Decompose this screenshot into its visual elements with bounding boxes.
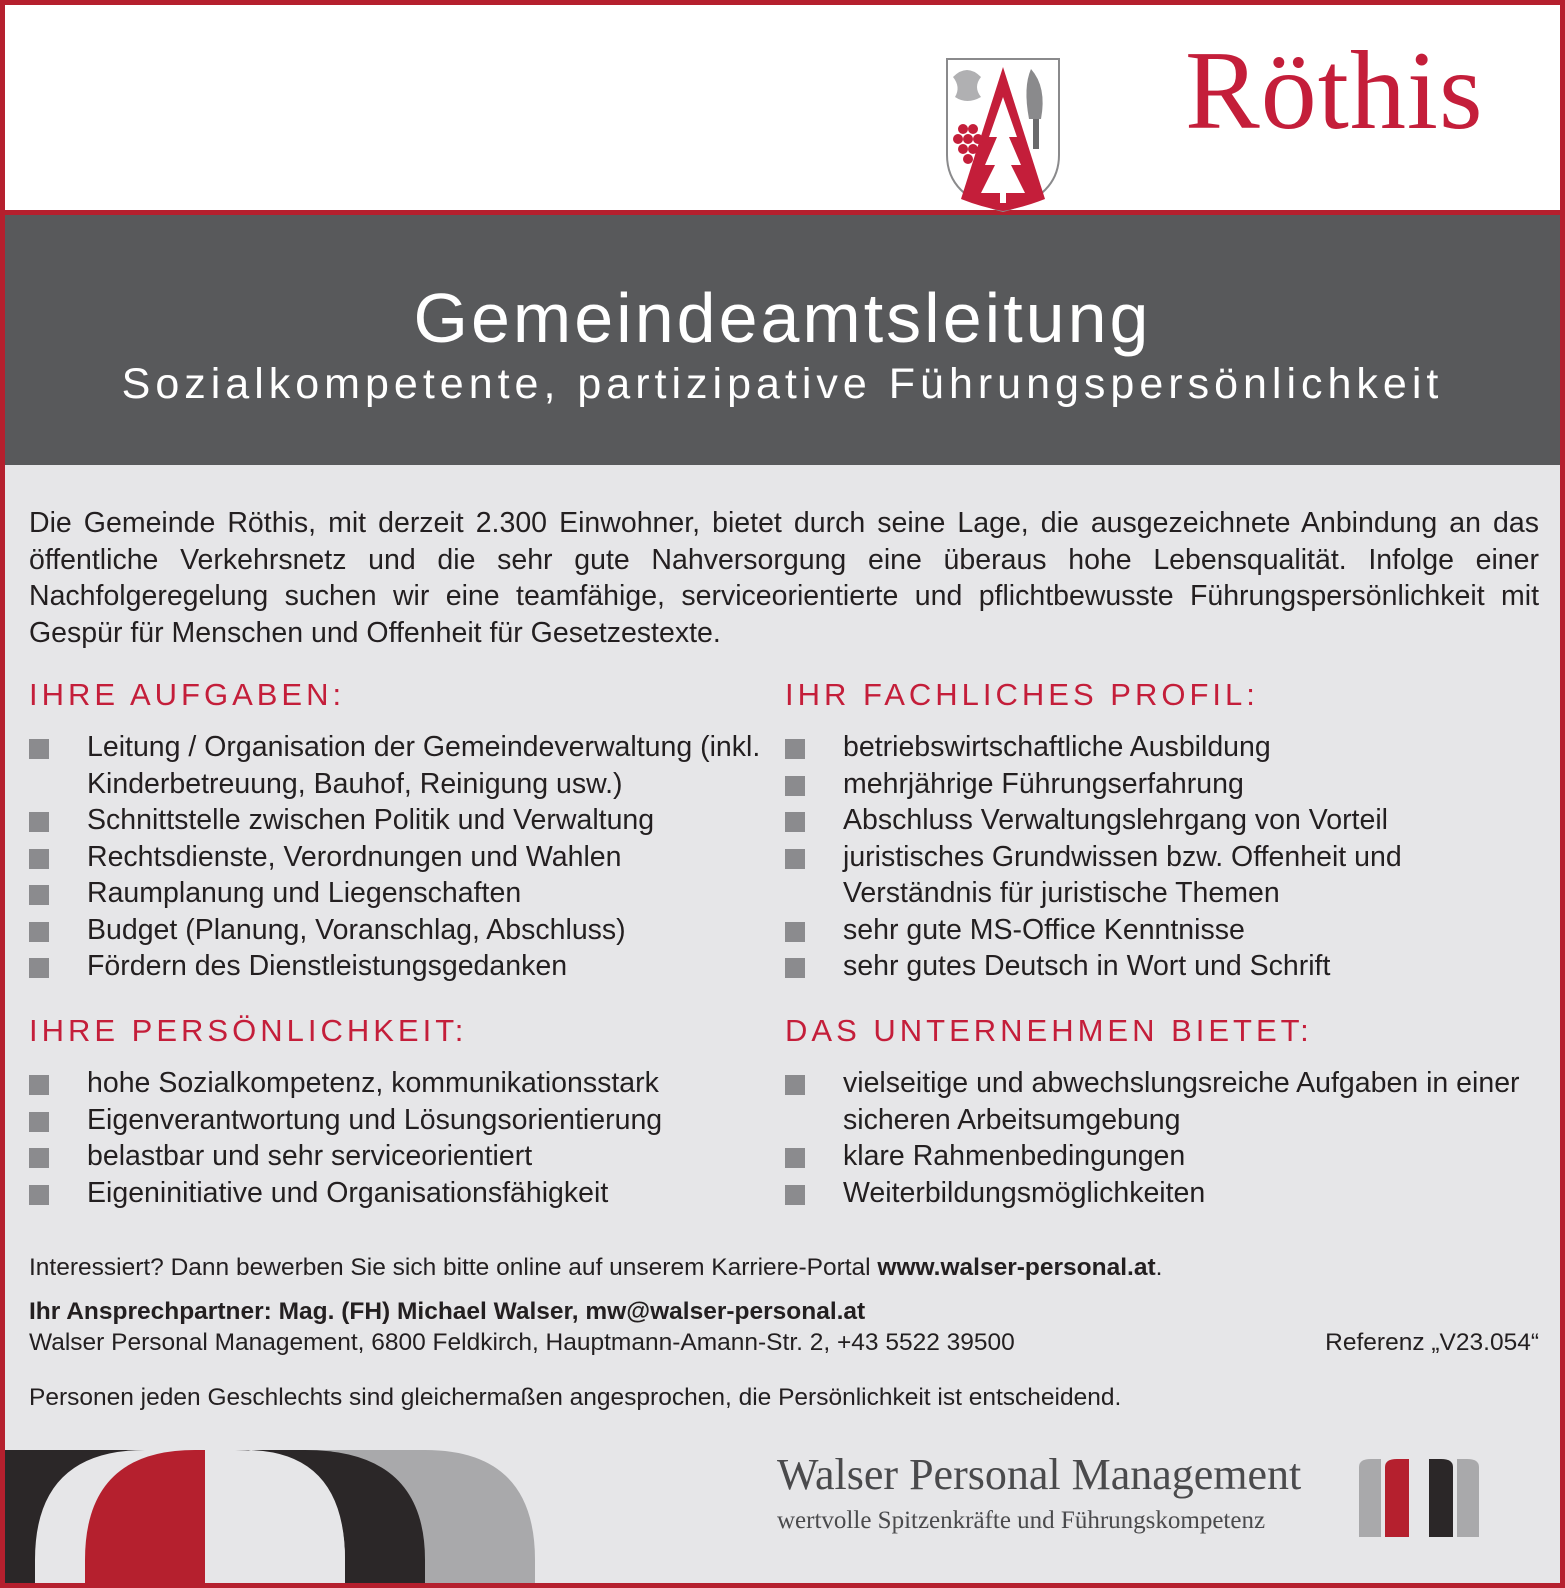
contact-person: Ihr Ansprechpartner: Mag. (FH) Michael Walser, mw@walser-personal.at [29,1298,866,1325]
list-item-text: belastbar und sehr serviceorientiert [87,1140,533,1172]
bullet-list [29,1065,769,1211]
list-item-text: Rechtsdienste, Verordnungen und Wahlen [87,840,622,873]
list-item-text: Eigenverantwortung und Lösungsorientierung [87,1103,663,1136]
town-wordmark: Röthis [1185,29,1484,153]
list-item-text: Eigeninitiative und Organisationsfähigkeit [87,1176,609,1209]
header [5,5,1560,215]
square-bullet-icon [785,776,805,796]
list-item-text: betriebswirtschaftliche Ausbildung [843,731,1271,763]
diversity-note: Personen jeden Geschlechts sind gleichermaßen angesprochen, die Persönlichkeit ist entscheidend. [29,1384,1122,1411]
square-bullet-icon [29,1148,49,1168]
section-heading: IHRE PERSÖNLICHKEIT: [29,1013,468,1048]
apply-text: Interessiert? Dann bewerben Sie sich bitte online auf unserem Karriere-Portal [29,1254,878,1281]
list-item [785,948,1525,985]
square-bullet-icon [29,812,49,832]
square-bullet-icon [29,849,49,869]
section-bietet [785,1013,1525,1211]
company-slogan: wertvolle Spitzenkräfte und Führungskompetenz [777,1507,1266,1534]
list-item-text: vielseitige und abwechslungsreiche Aufgaben in einer sicheren Arbeitsumgebung [843,1067,1520,1136]
company-name: Walser Personal Management [777,1450,1302,1499]
list-item-text: Budget (Planung, Voranschlag, Abschluss) [87,913,626,946]
square-bullet-icon [29,739,49,759]
apply-end: . [1155,1254,1163,1281]
list-item-text: Schnittstelle zwischen Politik und Verwaltung [87,804,655,836]
list-item-text: Raumplanung und Liegenschaften [87,877,522,909]
list-item-text: klare Rahmenbedingungen [843,1140,1186,1172]
square-bullet-icon [29,885,49,905]
decorative-stripes [5,1450,545,1588]
list-item [29,1102,769,1139]
section-profil [785,677,1525,985]
section-heading: DAS UNTERNEHMEN BIETET: [785,1013,1313,1048]
walser-branding [777,1450,1302,1535]
list-item [785,766,1525,803]
square-bullet-icon [29,1112,49,1132]
list-item-text: hohe Sozialkompetenz, kommunikationsstark [87,1067,659,1099]
job-subtitle: Sozialkompetente, partizipative Führungspersönlichkeit [121,360,1444,408]
list-item [29,729,769,802]
list-item [785,839,1525,912]
bullet-list [29,729,769,985]
square-bullet-icon [785,849,805,869]
list-item-text: juristisches Grundwissen bzw. Offenheit und Verständnis für juristische Themen [843,840,1402,909]
title-band [5,215,1560,465]
square-bullet-icon [785,1185,805,1205]
bullet-list [785,1065,1525,1211]
walser-logo-icon [1357,1457,1482,1537]
intro-paragraph: Die Gemeinde Röthis, mit derzeit 2.300 Einwohner, bietet durch seine Lage, die ausgezeichnete Anbindung an das öffentliche Verkehrsnetz und die sehr gute Nahversorgung eine überaus hohe Lebensqualität. Infolge einer Nachfolgeregelung suchen wir eine teamfähige, serviceorientierte und pflichtbewusste Führungspersönlichkeit mit Gespür für Menschen und Offenheit für Gesetzestexte. [29,507,1539,649]
list-item [785,1175,1525,1212]
square-bullet-icon [785,812,805,832]
bullet-list [785,729,1525,985]
job-title: Gemeindeamtsleitung [413,279,1152,357]
square-bullet-icon [785,922,805,942]
list-item [29,912,769,949]
square-bullet-icon [29,958,49,978]
career-portal-link[interactable]: www.walser-personal.at [877,1254,1156,1281]
square-bullet-icon [785,1148,805,1168]
list-item-text: Abschluss Verwaltungslehrgang von Vorteil [843,804,1388,836]
list-item [29,1175,769,1212]
list-item-text: Leitung / Organisation der Gemeindeverwaltung (inkl. Kinderbetreuung, Bauhof, Reinigung usw.) [87,731,761,800]
reference-number: Referenz „V23.054“ [1325,1329,1539,1356]
square-bullet-icon [785,739,805,759]
list-item [29,1138,769,1175]
company-address: Walser Personal Management, 6800 Feldkirch, Hauptmann-Amann-Str. 2, +43 5522 39500 [29,1329,1015,1356]
apply-line [29,1253,1539,1283]
coat-of-arms-icon [945,57,1061,213]
list-item [785,912,1525,949]
square-bullet-icon [785,1075,805,1095]
list-item [785,1065,1525,1138]
square-bullet-icon [29,1185,49,1205]
section-persoenlichkeit [29,1013,769,1211]
list-item [29,839,769,876]
square-bullet-icon [785,958,805,978]
list-item [29,1065,769,1102]
list-item-text: Weiterbildungsmöglichkeiten [843,1176,1206,1209]
list-item [29,875,769,912]
list-item-text: sehr gutes Deutsch in Wort und Schrift [843,950,1331,982]
section-aufgaben [29,677,769,985]
list-item-text: mehrjährige Führungserfahrung [843,767,1244,800]
list-item [785,1138,1525,1175]
section-heading: IHRE AUFGABEN: [29,677,346,712]
list-item [29,948,769,985]
list-item [29,802,769,839]
square-bullet-icon [29,922,49,942]
list-item [785,729,1525,766]
list-item-text: Fördern des Dienstleistungsgedanken [87,950,568,982]
list-item [785,802,1525,839]
square-bullet-icon [29,1075,49,1095]
list-item-text: sehr gute MS-Office Kenntnisse [843,913,1245,946]
section-heading: IHR FACHLICHES PROFIL: [785,677,1259,712]
address-line [29,1328,1539,1358]
